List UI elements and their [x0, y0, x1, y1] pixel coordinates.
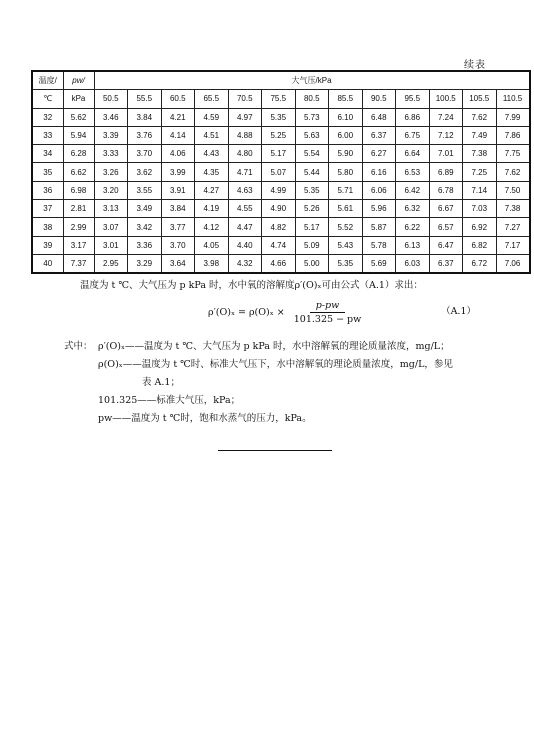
header-pw: pw/: [63, 71, 94, 90]
cell-solubility: 6.22: [396, 218, 430, 236]
cell-pw: 6.28: [63, 145, 94, 163]
table-row: [32, 181, 530, 199]
cell-solubility: 7.17: [496, 236, 530, 254]
cell-solubility: 6.78: [429, 181, 463, 199]
cell-solubility: 7.38: [463, 145, 497, 163]
cell-solubility: 3.46: [94, 108, 128, 126]
cell-solubility: 4.74: [262, 236, 296, 254]
cell-solubility: 5.35: [329, 254, 363, 273]
cell-solubility: 3.39: [94, 126, 128, 144]
equation-number: （A.1）: [441, 306, 476, 317]
cell-solubility: 6.89: [429, 163, 463, 181]
cell-solubility: 5.09: [295, 236, 329, 254]
cell-solubility: 6.37: [429, 254, 463, 273]
cell-pw: 6.62: [63, 163, 94, 181]
cell-solubility: 3.64: [161, 254, 195, 273]
header-pressure-group: 大气压/kPa: [94, 71, 530, 90]
cell-solubility: 5.17: [262, 145, 296, 163]
cell-solubility: 5.87: [362, 218, 396, 236]
header-pressure-4: 70.5: [228, 90, 262, 108]
cell-solubility: 4.05: [195, 236, 229, 254]
cell-solubility: 5.25: [262, 126, 296, 144]
cell-solubility: 6.57: [429, 218, 463, 236]
cell-solubility: 5.63: [295, 126, 329, 144]
cell-solubility: 7.01: [429, 145, 463, 163]
formula-a1: [208, 300, 367, 325]
cell-solubility: 6.13: [396, 236, 430, 254]
cell-solubility: 4.97: [228, 108, 262, 126]
cell-solubility: 7.49: [463, 126, 497, 144]
header-pressure-6: 80.5: [295, 90, 329, 108]
table-header-row-2: [32, 90, 530, 108]
cell-pw: 7.37: [63, 254, 94, 273]
cell-solubility: 3.36: [128, 236, 162, 254]
cell-solubility: 6.16: [362, 163, 396, 181]
cell-solubility: 6.00: [329, 126, 363, 144]
cell-temperature: 39: [32, 236, 63, 254]
cell-solubility: 3.20: [94, 181, 128, 199]
cell-solubility: 6.82: [463, 236, 497, 254]
cell-solubility: 6.27: [362, 145, 396, 163]
header-pressure-10: 100.5: [429, 90, 463, 108]
cell-solubility: 3.76: [128, 126, 162, 144]
cell-solubility: 5.44: [295, 163, 329, 181]
cell-solubility: 6.72: [463, 254, 497, 273]
table-body: [32, 108, 530, 273]
continued-label: 续表: [464, 60, 486, 71]
definition-standard-pressure: 101.325——标准大气压，kPa；: [98, 395, 241, 406]
cell-solubility: 5.35: [295, 181, 329, 199]
cell-solubility: 3.99: [161, 163, 195, 181]
cell-temperature: 38: [32, 218, 63, 236]
cell-pw: 2.81: [63, 200, 94, 218]
cell-solubility: 3.55: [128, 181, 162, 199]
cell-solubility: 4.63: [228, 181, 262, 199]
header-pressure-2: 60.5: [161, 90, 195, 108]
cell-temperature: 35: [32, 163, 63, 181]
cell-solubility: 3.29: [128, 254, 162, 273]
cell-temperature: 36: [32, 181, 63, 199]
cell-solubility: 7.24: [429, 108, 463, 126]
formula-denominator: 101.325 − pw: [293, 314, 362, 325]
cell-solubility: 4.80: [228, 145, 262, 163]
header-pw-unit: kPa: [63, 90, 94, 108]
cell-solubility: 3.98: [195, 254, 229, 273]
header-pressure-5: 75.5: [262, 90, 296, 108]
cell-solubility: 4.12: [195, 218, 229, 236]
table-row: [32, 254, 530, 273]
cell-solubility: 5.17: [295, 218, 329, 236]
cell-solubility: 4.27: [195, 181, 229, 199]
cell-solubility: 5.00: [295, 254, 329, 273]
cell-solubility: 6.06: [362, 181, 396, 199]
cell-solubility: 3.33: [94, 145, 128, 163]
cell-solubility: 5.96: [362, 200, 396, 218]
definition-rho: ρ(O)ₓ——温度为 t ℃时、标准大气压下，水中溶解氧的理论质量浓度，mg/L，参见: [98, 359, 453, 370]
cell-pw: 3.17: [63, 236, 94, 254]
cell-solubility: 7.03: [463, 200, 497, 218]
cell-solubility: 6.42: [396, 181, 430, 199]
cell-solubility: 5.54: [295, 145, 329, 163]
cell-solubility: 4.14: [161, 126, 195, 144]
cell-solubility: 4.21: [161, 108, 195, 126]
header-pressure-0: 50.5: [94, 90, 128, 108]
cell-solubility: 4.59: [195, 108, 229, 126]
header-pressure-1: 55.5: [128, 90, 162, 108]
header-pressure-9: 95.5: [396, 90, 430, 108]
cell-solubility: 6.47: [429, 236, 463, 254]
cell-solubility: 5.61: [329, 200, 363, 218]
cell-pw: 2.99: [63, 218, 94, 236]
oxygen-solubility-table: [31, 70, 531, 274]
cell-solubility: 3.07: [94, 218, 128, 236]
cell-pw: 5.62: [63, 108, 94, 126]
cell-solubility: 6.53: [396, 163, 430, 181]
table-row: [32, 163, 530, 181]
cell-solubility: 7.86: [496, 126, 530, 144]
cell-temperature: 40: [32, 254, 63, 273]
cell-solubility: 4.47: [228, 218, 262, 236]
end-rule: [218, 450, 332, 451]
cell-solubility: 7.27: [496, 218, 530, 236]
definitions-lead: 式中：: [64, 341, 93, 352]
table-row: [32, 108, 530, 126]
cell-solubility: 4.88: [228, 126, 262, 144]
cell-solubility: 4.43: [195, 145, 229, 163]
cell-solubility: 4.82: [262, 218, 296, 236]
header-pressure-3: 65.5: [195, 90, 229, 108]
cell-solubility: 2.95: [94, 254, 128, 273]
cell-solubility: 5.80: [329, 163, 363, 181]
formula-numerator: p-pw: [310, 300, 346, 313]
cell-solubility: 5.52: [329, 218, 363, 236]
cell-solubility: 7.62: [463, 108, 497, 126]
cell-solubility: 7.25: [463, 163, 497, 181]
cell-solubility: 4.55: [228, 200, 262, 218]
cell-solubility: 4.32: [228, 254, 262, 273]
cell-solubility: 3.49: [128, 200, 162, 218]
cell-solubility: 5.69: [362, 254, 396, 273]
cell-solubility: 3.42: [128, 218, 162, 236]
cell-solubility: 5.26: [295, 200, 329, 218]
cell-solubility: 3.84: [128, 108, 162, 126]
cell-solubility: 4.51: [195, 126, 229, 144]
cell-solubility: 4.90: [262, 200, 296, 218]
cell-solubility: 6.92: [463, 218, 497, 236]
cell-solubility: 3.91: [161, 181, 195, 199]
definition-pw: pw——温度为 t ℃时，饱和水蒸气的压力，kPa。: [98, 413, 312, 424]
cell-solubility: 6.37: [362, 126, 396, 144]
cell-solubility: 7.62: [496, 163, 530, 181]
cell-solubility: 7.75: [496, 145, 530, 163]
formula-lhs: ρ′(O)ₓ = ρ(O)ₓ ×: [208, 307, 285, 318]
cell-solubility: 4.35: [195, 163, 229, 181]
cell-solubility: 4.06: [161, 145, 195, 163]
header-temperature: 温度/: [32, 71, 63, 90]
header-temperature-unit: ℃: [32, 90, 63, 108]
cell-solubility: 3.13: [94, 200, 128, 218]
cell-solubility: 6.32: [396, 200, 430, 218]
cell-solubility: 6.03: [396, 254, 430, 273]
cell-solubility: 7.06: [496, 254, 530, 273]
cell-solubility: 3.62: [128, 163, 162, 181]
cell-solubility: 6.75: [396, 126, 430, 144]
cell-solubility: 3.26: [94, 163, 128, 181]
cell-solubility: 4.19: [195, 200, 229, 218]
table-row: [32, 145, 530, 163]
header-pressure-8: 90.5: [362, 90, 396, 108]
cell-solubility: 5.35: [262, 108, 296, 126]
header-pressure-7: 85.5: [329, 90, 363, 108]
cell-temperature: 37: [32, 200, 63, 218]
cell-solubility: 5.43: [329, 236, 363, 254]
cell-solubility: 6.10: [329, 108, 363, 126]
definition-rho-prime: 式中： ρ′(O)ₓ——温度为 t ℃、大气压为 p kPa 时，水中溶解氧的理论质量浓度，mg/L；: [64, 338, 494, 356]
cell-solubility: 4.66: [262, 254, 296, 273]
cell-solubility: 7.14: [463, 181, 497, 199]
cell-solubility: 7.50: [496, 181, 530, 199]
cell-temperature: 34: [32, 145, 63, 163]
cell-solubility: 3.77: [161, 218, 195, 236]
cell-solubility: 3.01: [94, 236, 128, 254]
cell-pw: 5.94: [63, 126, 94, 144]
cell-solubility: 6.67: [429, 200, 463, 218]
table-header-row-1: [32, 71, 530, 90]
cell-solubility: 5.71: [329, 181, 363, 199]
cell-solubility: 3.70: [161, 236, 195, 254]
table-row: [32, 126, 530, 144]
table-row: [32, 200, 530, 218]
cell-solubility: 5.90: [329, 145, 363, 163]
cell-temperature: 32: [32, 108, 63, 126]
cell-solubility: 5.73: [295, 108, 329, 126]
cell-solubility: 4.99: [262, 181, 296, 199]
header-pressure-12: 110.5: [496, 90, 530, 108]
cell-pw: 6.98: [63, 181, 94, 199]
cell-solubility: 4.40: [228, 236, 262, 254]
cell-temperature: 33: [32, 126, 63, 144]
definition-rho-cont: 表 A.1；: [142, 377, 180, 388]
cell-solubility: 7.12: [429, 126, 463, 144]
cell-solubility: 7.38: [496, 200, 530, 218]
cell-solubility: 6.64: [396, 145, 430, 163]
cell-solubility: 5.07: [262, 163, 296, 181]
cell-solubility: 6.86: [396, 108, 430, 126]
table-row: [32, 218, 530, 236]
formula-intro: 温度为 t ℃、大气压为 p kPa 时，水中氧的溶解度ρ′(O)ₓ可由公式（A.1）求出：: [80, 280, 423, 291]
cell-solubility: 7.99: [496, 108, 530, 126]
cell-solubility: 4.71: [228, 163, 262, 181]
variable-definitions: [64, 338, 494, 428]
formula-fraction: [288, 300, 368, 325]
header-pressure-11: 105.5: [463, 90, 497, 108]
table-row: [32, 236, 530, 254]
cell-solubility: 6.48: [362, 108, 396, 126]
cell-solubility: 5.78: [362, 236, 396, 254]
cell-solubility: 3.70: [128, 145, 162, 163]
cell-solubility: 3.84: [161, 200, 195, 218]
